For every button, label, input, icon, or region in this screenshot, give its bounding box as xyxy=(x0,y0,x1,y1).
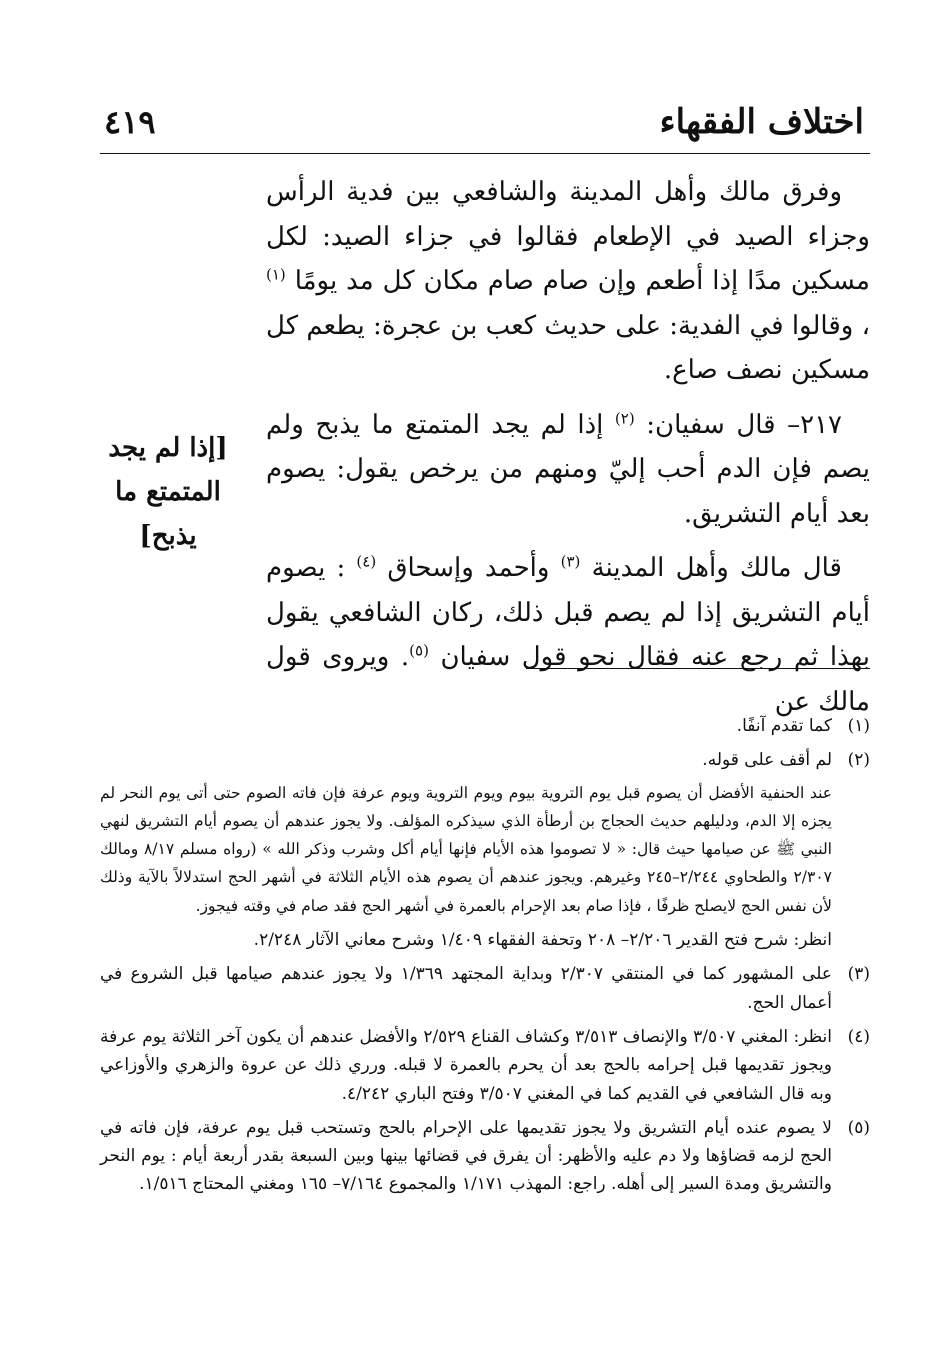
footnote-references: انظر: شرح فتح القدير ٢/٢٠٦– ٢٠٨ وتحفة الفقهاء ١/٤٠٩ وشرح معاني الآثار ٢/٢٤٨. xyxy=(253,930,832,951)
paragraph-2 xyxy=(266,403,870,537)
footnote-ref-2: (٢) xyxy=(614,408,635,427)
footnote-text: انظر: المغني ٣/٥٠٧ والإنصاف ٣/٥١٣ وكشاف القناع ٢/٥٢٩ والأفضل عندهم أن يكون آخر الثلاثة يوم عرفة ويجوز تقديمها قبل إحرامه بالحج بعد أن يحرم بالعمرة لا قبله. ورري ذلك عن عروة والزهري والأوزاعي وبه قال الشافعي في القديم كما في المغني ٣/٥٠٧ وفتح الباري ٤/٢٤٢. xyxy=(100,1026,833,1104)
footnote-ref-1: (١) xyxy=(266,265,286,284)
footnote-number: (٣) xyxy=(847,964,870,985)
footnote-text: لا يصوم عنده أيام التشريق ولا يجوز تقديمها على الإحرام بالحج وتستحب قبل يوم عرفة، فإن فاته في الحج لزمه قضاؤها ولا دم عليه والأظهر: أن يفرق في قضائها بينها وبين السبعة بقدر أربعة أيام : يوم النحر والتشريق ومدة السير إلى أهله. راجع: المهذب ١/١٧١ والمجموع ٧/١٦٤– ١٦٥ ومغني المحتاج ١/٥١٦. xyxy=(100,1117,832,1195)
paragraph-1 xyxy=(266,170,870,393)
footnote-number: (٢) xyxy=(847,750,870,771)
paragraph-3 xyxy=(266,546,870,724)
margin-heading-line-3: يذبح] xyxy=(139,521,197,551)
paragraph-3-mid1: وأحمد وإسحاق xyxy=(376,553,561,583)
header-divider xyxy=(100,153,870,154)
paragraph-3-mid2: : يصوم أيام التشريق إذا لم يصم قبل ذلك، ركان الشافعي يقول بهذا ثم رجع عنه فقال نحو قول سفيان xyxy=(266,553,870,672)
page-title: اختلاف الفقهاء xyxy=(659,102,864,142)
footnote-3 xyxy=(100,960,870,1017)
paragraph-1-tail: ، وقالوا في الفدية: على حديث كعب بن عجرة: يطعم كل مسكين نصف صاع. xyxy=(266,310,870,385)
paragraph-2-tail: إذا لم يجد المتمتع ما يذبح ولم يصم فإن الدم أحب إليّ ومنهم من يرخص يقول: يصوم بعد أيام التشريق. xyxy=(266,409,870,529)
footnote-ref-3: (٣) xyxy=(560,552,581,571)
footnote-text: لم أقف على قوله. xyxy=(702,750,832,771)
main-text xyxy=(266,170,870,724)
footnote-number: (١) xyxy=(847,716,870,736)
footnotes xyxy=(100,712,870,1205)
footnote-text: على المشهور كما في المنتقي ٢/٣٠٧ وبداية المجتهد ١/٣٦٩ ولا يجوز عندهم صيامها قبل الشروع في أعمال الحج. xyxy=(100,964,832,1013)
footnote-divider xyxy=(526,668,870,669)
page-header xyxy=(104,92,864,152)
paragraph-1-text: وفرق مالك وأهل المدينة والشافعي بين فدية الرأس وجزاء الصيد في الإطعام فقالوا في جزاء الصيد: لكل مسكين مدًا إذا أطعم وإن صام صام مكان كل مد يومًا xyxy=(266,177,870,296)
footnote-ref-5: (٥) xyxy=(409,641,429,660)
footnote-ref-4: (٤) xyxy=(356,552,377,571)
footnote-text: كما تقدم آنفًا. xyxy=(736,716,832,736)
footnote-5 xyxy=(100,1114,870,1199)
footnote-4 xyxy=(100,1023,870,1108)
margin-heading xyxy=(100,426,236,558)
footnote-number: (٤) xyxy=(847,1026,870,1047)
footnote-1 xyxy=(100,712,870,740)
paragraph-3-tail: . ويروى قول مالك عن xyxy=(266,642,870,717)
footnote-2 xyxy=(100,746,870,954)
footnote-number: (٥) xyxy=(847,1117,870,1138)
footnote-comment: عند الحنفية الأفضل أن يصوم قبل يوم التروية بيوم ويوم التروية ويوم عرفة فإن فاته الصوم حتى أتى يوم النحر لم يجزه إلا الدم، ودليلهم حديث الحجاج بن أرطأة الذي سيذكره المؤلف. ولا يجوز عندهم أن يصوم أيام التشريق لنهي النبي ﷺ عن صيامها حيث قال: « لا تصوموا هذه الأيام فإنها أيام أكل وشرب وذكر الله » (رواه مسلم ٨/١٧ ومالك ٢/٣٠٧ والطحاوي ٢/٢٤٤–٢٤٥ وغيرهم. ويجوز عندهم أن يصوم هذه الأيام الثلاثة في أشهر الحج استدلالاً بالآية وذلك لأن نفس الحج لايصلح ظرفًا ، فإذا صام بعد الإحرام بالعمرة في أشهر الحج فقد صام في وقته فيجوز. xyxy=(100,783,832,915)
page-number: ٤١٩ xyxy=(104,103,156,141)
paragraph-2-head: ٢١٧– قال سفيان: xyxy=(634,409,843,440)
paragraph-3-head: قال مالك وأهل المدينة xyxy=(580,553,842,583)
margin-heading-line-1: [إذا لم يجد xyxy=(108,433,228,463)
margin-heading-line-2: المتمتع ما xyxy=(115,477,221,507)
